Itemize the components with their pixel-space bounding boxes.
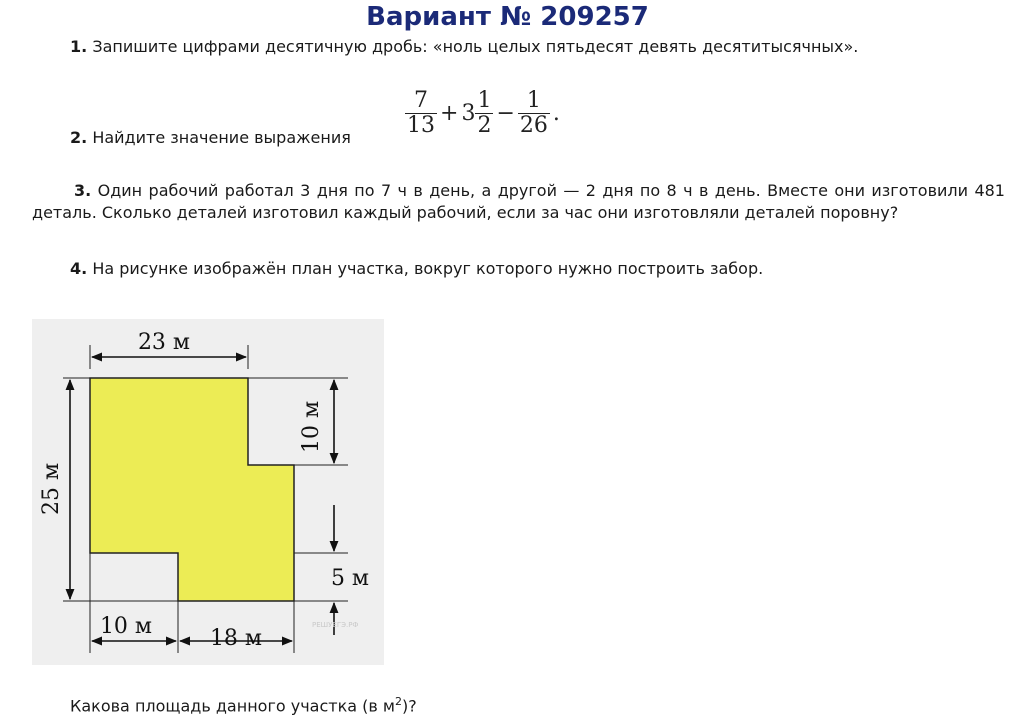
dim-label-right-upper: 10 м bbox=[299, 400, 324, 454]
task-3 bbox=[32, 180, 1005, 224]
question-superscript: 2 bbox=[394, 695, 402, 708]
task-number: 3. bbox=[74, 181, 92, 200]
task-2 bbox=[70, 127, 351, 149]
dim-label-bottom-left: 10 м bbox=[99, 614, 153, 639]
fraction-2 bbox=[475, 89, 493, 138]
numerator: 1 bbox=[518, 89, 550, 114]
fraction-3 bbox=[518, 89, 550, 138]
fraction-1 bbox=[405, 89, 437, 138]
minus-sign: − bbox=[496, 101, 515, 126]
denominator: 2 bbox=[477, 113, 492, 138]
task-1 bbox=[70, 36, 1000, 58]
numerator: 1 bbox=[477, 88, 492, 113]
question bbox=[70, 691, 417, 717]
dim-label-top: 23 м bbox=[137, 330, 191, 355]
page-title: Вариант № 209257 bbox=[366, 2, 649, 32]
dim-label-right-lower: 5 м bbox=[330, 566, 370, 591]
plot-plan-figure bbox=[28, 315, 388, 669]
question-text: Какова площадь данного участка (в м bbox=[70, 696, 395, 716]
numerator: 7 bbox=[405, 89, 437, 114]
plus-sign: + bbox=[440, 101, 459, 126]
denominator: 13 bbox=[407, 113, 435, 138]
task-text: Найдите значение выражения bbox=[92, 128, 351, 147]
period: . bbox=[552, 101, 560, 126]
task-number: 2. bbox=[70, 128, 88, 147]
task-text: На рисунке изображён план участка, вокруг которого нужно построить забор. bbox=[92, 259, 764, 278]
task-text: Один рабочий работал 3 дня по 7 ч в день, а другой — 2 дня по 8 ч в день. Вместе они изготовили 481 деталь. Сколько деталей изготовил каждый рабочий, если за час они изготовляли деталей поровну? bbox=[32, 181, 1005, 222]
dim-label-left: 25 м bbox=[39, 462, 64, 516]
denominator: 26 bbox=[519, 113, 548, 138]
task-4 bbox=[70, 258, 1000, 280]
watermark: РЕШУЕГЭ.РФ bbox=[312, 621, 359, 629]
dim-label-bottom-right: 18 м bbox=[209, 626, 263, 651]
task-text: Запишите цифрами десятичную дробь: «ноль целых пятьдесят девять десятитысячных». bbox=[92, 37, 859, 56]
question-end: )? bbox=[401, 696, 417, 716]
whole-part: 3 bbox=[461, 101, 476, 126]
task-number: 4. bbox=[70, 259, 88, 278]
plot-plan-svg bbox=[28, 315, 388, 665]
task-number: 1. bbox=[70, 37, 88, 56]
math-expression bbox=[405, 89, 563, 138]
